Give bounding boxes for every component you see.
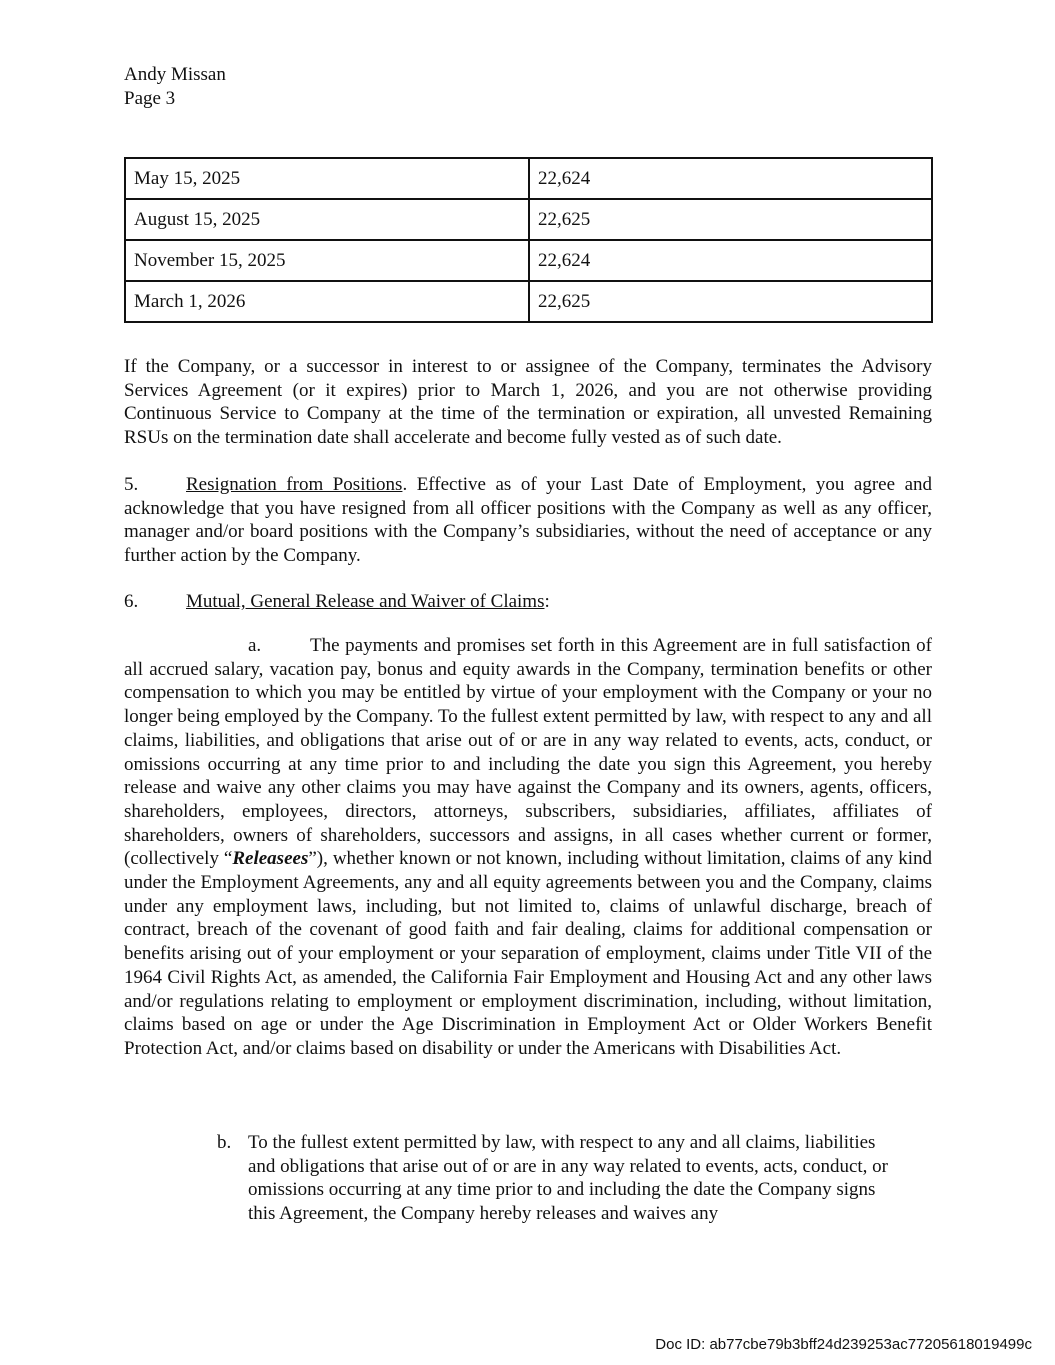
paragraph-a-text-1: The payments and promises set forth in this Agreement are in full satisfaction of all accrued salary, vacation pay, bonus and equity awards in the Company, termination benefits or other compensation to which you may be entitled by virtue of your employment with the Company or your no longer being employed by the Company. To the fullest extent permitted by law, with respect to any and all claims, liabilities, and obligations that arise out of or are in any way related to events, acts, conduct, or omissions occurring at any time prior to and including the date you sign this Agreement, you hereby release and waive any other claims you may have against the Company and its owners, agents, officers, shareholders, employees, directors, attorneys, subscribers, subsidiaries, affiliates, affiliates of shareholders, owners of shareholders, successors and assigns, in all cases whether current or former, (collectively “ [124, 635, 932, 870]
table-row [125, 281, 932, 322]
table-row [125, 158, 932, 199]
section-6-title: Mutual, General Release and Waiver of Claims [186, 591, 545, 612]
section-6-heading [124, 590, 932, 614]
vesting-shares-cell: 22,624 [529, 240, 932, 281]
section-6-number: 6. [124, 591, 139, 612]
paragraph-a-label: a. [248, 635, 262, 656]
section-5-number: 5. [124, 474, 139, 495]
paragraph-b-label: b. [217, 1132, 232, 1153]
paragraph-b-text: To the fullest extent permitted by law, with respect to any and all claims, liabilities and obligations that arise out of or are in any way related to events, acts, conduct, or omissions occurring at any time prior to and including the date the Company signs this Agreement, the Company hereby releases and waives any [248, 1132, 888, 1225]
vesting-shares-cell: 22,625 [529, 199, 932, 240]
section-5 [124, 473, 932, 568]
vesting-date-cell: March 1, 2026 [125, 281, 529, 322]
vesting-shares-cell: 22,625 [529, 281, 932, 322]
acceleration-paragraph: If the Company, or a successor in interest to or assignee of the Company, terminates the Advisory Services Agreement (or it expires) prior to March 1, 2026, and you are not otherwise providing Continuous Service to Company at the time of the termination or expiration, all unvested Remaining RSUs on the termination date shall accelerate and become fully vested as of such date. [124, 356, 932, 449]
table-row [125, 240, 932, 281]
vesting-shares-cell: 22,624 [529, 158, 932, 199]
doc-id: Doc ID: ab77cbe79b3bff24d239253ac77205618019499c [655, 1336, 1032, 1353]
recipient-name: Andy Missan [124, 64, 226, 85]
table-row [125, 199, 932, 240]
section-5-text: . Effective as of your Last Date of Employment, you agree and acknowledge that you have resigned from all officer positions with the Company as well as any officer, manager and/or board positions with the Company’s subsidiaries, without the need of acceptance or any further action by the Company. [124, 474, 932, 567]
paragraph-a-text-2: ”), whether known or not known, including without limitation, claims of any kind under the Employment Agreements, any and all equity agreements between you and the Company, claims under any employment laws, including, but not limited to, claims of unlawful discharge, breach of contract, breach of the covenant of good faith and fair dealing, claims for additional compensation or benefits arising out of your employment or your separation of employment, claims under Title VII of the 1964 Civil Rights Act, as amended, the California Fair Employment and Housing Act and any other laws and/or regulations relating to employment or employment discrimination, including, without limitation, claims based on age or under the Age Discrimination in Employment Act or Older Workers Benefit Protection Act, and/or claims based on disability or under the Americans with Disabilities Act. [124, 848, 932, 1059]
releasees-term: Releasees [232, 848, 309, 870]
page-header [124, 63, 226, 110]
section-5-title: Resignation from Positions [186, 474, 403, 495]
vesting-date-cell: August 15, 2025 [125, 199, 529, 240]
vesting-schedule-table [124, 157, 933, 323]
paragraph-b [217, 1131, 907, 1226]
vesting-date-cell: November 15, 2025 [125, 240, 529, 281]
page-number: Page 3 [124, 87, 176, 109]
paragraph-a [124, 634, 932, 1061]
vesting-date-cell: May 15, 2025 [125, 158, 529, 199]
section-6-suffix: : [544, 591, 550, 612]
